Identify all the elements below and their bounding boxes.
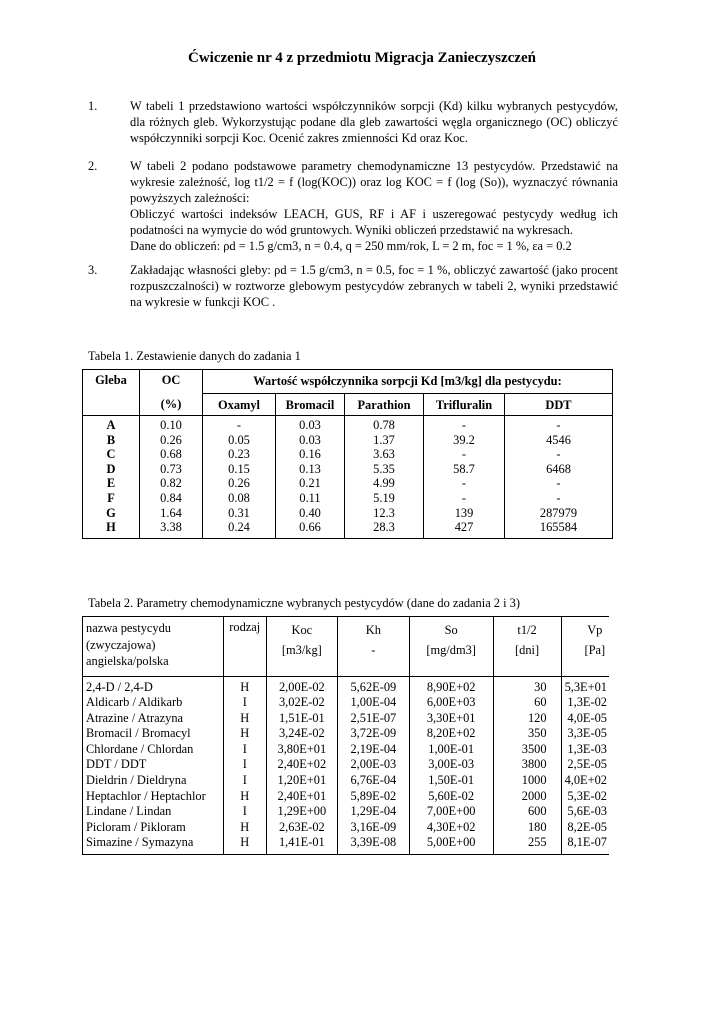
table1-body: [83, 416, 613, 539]
table-cell: 3,24E-02: [278, 726, 325, 741]
table-cell: 3,3E-05: [567, 726, 607, 741]
table-cell: 2,4-D / 2,4-D: [86, 679, 153, 694]
table-cell: 7,00E+00: [426, 804, 476, 819]
header-name-line: angielska/polska: [86, 654, 169, 668]
table-cell: 6,00E+03: [426, 695, 476, 710]
col-koc: [266, 676, 337, 855]
table-cell: 2,19E-04: [350, 741, 397, 756]
table-cell: 6468: [546, 461, 571, 476]
table-cell: 350: [527, 726, 547, 741]
table-cell: -: [556, 447, 561, 462]
table-row: [83, 416, 613, 539]
table-cell: I: [242, 804, 247, 819]
table-cell: -: [556, 476, 561, 491]
table-cell: Simazine / Symazyna: [86, 835, 194, 850]
table-cell: 0.03: [299, 418, 321, 432]
table-cell: Aldicarb / Aldikarb: [86, 695, 183, 710]
table-cell: 5.35: [373, 461, 395, 476]
table-cell: -: [236, 418, 242, 432]
header-pesticide: Oxamyl: [203, 393, 276, 416]
table-cell: 600: [527, 804, 547, 819]
table-cell: 1.37: [373, 432, 395, 447]
task-number: 2.: [88, 159, 98, 173]
table-cell: H: [240, 788, 250, 803]
table-cell: Dieldrin / Dieldryna: [86, 773, 187, 788]
table-cell: 0.68: [160, 447, 182, 462]
table-cell: 8,1E-07: [567, 835, 607, 850]
header-koc: [266, 617, 337, 677]
table-cell: 3,30E+01: [426, 710, 476, 725]
task-text: W tabeli 2 podano podstawowe parametry chemodynamiczne 13 pestycydów. Przedstawić na wykresie zależność, log t1/2 = f (log(KOC)) oraz log KOC = f (log (So)), wyznaczyć równania powyższych zależności:: [130, 159, 618, 205]
table-cell: 180: [527, 819, 547, 834]
table-cell: 3,72E-09: [350, 726, 397, 741]
table-cell: 0.26: [228, 476, 250, 491]
table-cell: 8,90E+02: [426, 679, 476, 694]
header-pesticide: Bromacil: [276, 393, 345, 416]
header-pesticide: Trifluralin: [424, 393, 505, 416]
table-cell: I: [242, 773, 247, 788]
table-cell: 0.73: [160, 461, 182, 476]
table-cell: 0.24: [228, 520, 250, 535]
table-cell: H: [240, 819, 250, 834]
header-oc-unit: (%): [140, 393, 203, 416]
table-cell: 1,20E+01: [277, 773, 327, 788]
table-cell: I: [242, 695, 247, 710]
col-kh: [338, 676, 410, 855]
table-cell: 4,30E+02: [426, 819, 476, 834]
header-t: [493, 617, 561, 677]
table-cell: 4,0E+02: [564, 773, 607, 788]
table-cell: 2000: [521, 788, 547, 803]
col-trifluralin: [424, 416, 505, 539]
table-cell: -: [556, 418, 561, 432]
task-text: W tabeli 1 przedstawiono wartości współczynników sorpcji (Kd) kilku wybranych pestycydów, dla różnych gleb. Wykorzystując podane dla gleb zawartości węgla organicznego (OC) obliczyć współczynniki sorpcji Koc. Ocenić zakres zmienności Kd oraz Koc.: [130, 99, 618, 145]
table-cell: 4546: [546, 432, 571, 447]
table-cell: 5,6E-03: [567, 804, 607, 819]
table-cell: I: [242, 741, 247, 756]
table-cell: H: [240, 679, 250, 694]
table-2: [82, 616, 609, 855]
table-cell: 3,02E-02: [278, 695, 325, 710]
table-cell: 5,89E-02: [350, 788, 397, 803]
table-cell: 5,3E-02: [567, 788, 607, 803]
header-pesticide: DDT: [505, 393, 613, 416]
col-soils: [83, 416, 140, 539]
table-cell: Heptachlor / Heptachlor: [86, 788, 206, 803]
table-cell: 58.7: [453, 461, 475, 476]
table-cell: -: [461, 418, 467, 432]
table-cell: C: [106, 447, 116, 462]
table-cell: 0.11: [299, 490, 321, 505]
table-cell: 2,51E-07: [350, 710, 397, 725]
table-cell: 39.2: [453, 432, 475, 447]
table-cell: 1,3E-03: [567, 741, 607, 756]
col-parathion: [345, 416, 424, 539]
table-cell: 3,16E-09: [350, 819, 397, 834]
task-number: 3.: [88, 263, 98, 277]
page-title: Ćwiczenie nr 4 z przedmiotu Migracja Zanieczyszczeń: [188, 50, 536, 66]
header-name: [83, 617, 224, 677]
col-oc: [140, 416, 203, 539]
task-1: [88, 98, 618, 146]
table2-caption: Tabela 2. Parametry chemodynamiczne wybranych pestycydów (dane do zadania 2 i 3): [88, 596, 520, 610]
header-name-line: (zwyczajowa): [86, 637, 156, 652]
table-cell: 255: [527, 835, 547, 850]
table-cell: 427: [454, 520, 474, 535]
task-text-3: Dane do obliczeń: ρd = 1.5 g/cm3, n = 0.4, q = 250 mm/rok, L = 2 m, foc = 1 %, εa = 0.2: [130, 239, 572, 253]
header-type: rodzaj: [223, 617, 266, 677]
table-cell: 3,80E+01: [277, 741, 327, 756]
table-cell: 287979: [539, 505, 578, 520]
table-cell: 2,00E-03: [350, 757, 397, 772]
col-ddt: [505, 416, 613, 539]
table-cell: 1000: [521, 773, 547, 788]
header-kh-label: Kh: [365, 623, 381, 637]
col-bromacil: [276, 416, 345, 539]
table-cell: 3.38: [160, 520, 182, 535]
table-cell: H: [106, 520, 116, 535]
table-cell: 1,00E-01: [428, 741, 475, 756]
table-cell: -: [461, 476, 467, 491]
table-cell: 0.78: [373, 418, 395, 432]
header-kh: [338, 617, 410, 677]
table-cell: 0.84: [160, 490, 182, 505]
table-cell: 0.66: [299, 520, 321, 535]
table-cell: 0.13: [299, 461, 321, 476]
table-cell: 3500: [521, 741, 547, 756]
table-cell: 5,3E+01: [564, 679, 607, 694]
table-cell: 0.10: [160, 418, 182, 432]
table-cell: 2,63E-02: [278, 819, 325, 834]
table-cell: DDT / DDT: [86, 757, 147, 772]
table-cell: F: [107, 490, 115, 505]
table-cell: 28.3: [373, 520, 395, 535]
table1-caption: Tabela 1. Zestawienie danych do zadania 1: [88, 349, 301, 363]
table-cell: I: [242, 757, 247, 772]
table-cell: 2,5E-05: [567, 757, 607, 772]
header-koc-label: Koc: [291, 623, 313, 637]
table-cell: 60: [534, 695, 547, 710]
table-cell: Lindane / Lindan: [86, 804, 172, 819]
table-cell: -: [461, 490, 467, 505]
header-name-line: nazwa pestycydu: [86, 621, 171, 635]
header-t-unit: [dni]: [515, 643, 540, 657]
table-cell: 3,39E-08: [350, 835, 397, 850]
table-cell: 0.16: [299, 447, 321, 462]
table-cell: 5.19: [373, 490, 395, 505]
header-vp-unit: [Pa]: [584, 643, 606, 657]
table-cell: 165584: [539, 520, 578, 535]
col-oxamyl: [203, 416, 276, 539]
table-cell: 3,00E-03: [428, 757, 475, 772]
table-cell: 1,41E-01: [278, 835, 325, 850]
table-cell: 0.05: [228, 432, 250, 447]
col-vp: [561, 676, 609, 855]
header-gleba: Gleba: [83, 370, 140, 416]
header-pesticide: Parathion: [345, 393, 424, 416]
task-text-2: Obliczyć wartości indeksów LEACH, GUS, RF i AF i uszeregować pestycydy według ich podatności na wymycie do wód gruntowych. Wyniki obliczeń przedstawić na wykresach.: [130, 207, 618, 237]
table-cell: D: [106, 461, 116, 476]
table-cell: 1,29E-04: [350, 804, 397, 819]
table-cell: 8,20E+02: [426, 726, 476, 741]
header-so-label: So: [444, 623, 458, 637]
table-cell: 4,0E-05: [567, 710, 607, 725]
task-number: 1.: [88, 99, 98, 113]
table-cell: 1,00E-04: [350, 695, 397, 710]
header-kd: Wartość współczynnika sorpcji Kd [m3/kg] dla pestycydu:: [203, 370, 613, 394]
table-cell: -: [461, 447, 467, 462]
table-cell: G: [106, 505, 116, 520]
table-cell: 1.64: [160, 505, 182, 520]
table-cell: 0.21: [299, 476, 321, 491]
header-vp-label: Vp: [587, 623, 603, 637]
table-cell: 3800: [521, 757, 547, 772]
table-cell: 1,51E-01: [278, 710, 325, 725]
header-t-label: t1/2: [517, 623, 537, 637]
table-cell: 5,00E+00: [426, 835, 476, 850]
table-cell: 0.26: [160, 432, 182, 447]
task-3: [88, 262, 618, 310]
col-types: [223, 676, 266, 855]
table-cell: E: [106, 476, 116, 491]
table-cell: 0.31: [228, 505, 250, 520]
header-kh-unit: -: [371, 643, 376, 657]
table-cell: 0.23: [228, 447, 250, 462]
table2-body: [83, 676, 610, 855]
header-vp: [561, 617, 609, 677]
table-cell: 0.82: [160, 476, 182, 491]
table-cell: A: [106, 418, 116, 432]
table-1: [82, 369, 613, 539]
table-cell: 5,60E-02: [428, 788, 475, 803]
col-t: [493, 676, 561, 855]
table-cell: Bromacil / Bromacyl: [86, 726, 191, 741]
task-2: [88, 158, 618, 254]
table-cell: 2,40E+01: [277, 788, 327, 803]
table-cell: H: [240, 710, 250, 725]
table-cell: Picloram / Pikloram: [86, 819, 186, 834]
table-cell: 1,29E+00: [277, 804, 327, 819]
table-cell: 0.40: [299, 505, 321, 520]
header-koc-unit: [m3/kg]: [281, 643, 322, 657]
table-cell: B: [106, 432, 116, 447]
col-so: [409, 676, 493, 855]
table-cell: 2,40E+02: [277, 757, 327, 772]
table-cell: H: [240, 835, 250, 850]
table-cell: H: [240, 726, 250, 741]
table-row: [83, 676, 610, 855]
table-cell: 1,50E-01: [428, 773, 475, 788]
header-so: [409, 617, 493, 677]
table-cell: 12.3: [373, 505, 395, 520]
table-cell: 5,62E-09: [350, 679, 397, 694]
table-cell: -: [556, 490, 561, 505]
table-cell: 2,00E-02: [278, 679, 325, 694]
table-cell: 3.63: [373, 447, 395, 462]
table-cell: Atrazine / Atrazyna: [86, 710, 184, 725]
table-cell: 139: [454, 505, 474, 520]
table-cell: 0.15: [228, 461, 250, 476]
table-cell: Chlordane / Chlordan: [86, 741, 194, 756]
table-cell: 120: [527, 710, 547, 725]
table-cell: 4.99: [373, 476, 395, 491]
table-cell: 0.08: [228, 490, 250, 505]
header-oc: OC: [140, 370, 203, 394]
table-cell: 8,2E-05: [567, 819, 607, 834]
table-cell: 6,76E-04: [350, 773, 397, 788]
table-cell: 30: [534, 679, 547, 694]
table-cell: 0.03: [299, 432, 321, 447]
task-text: Zakładając własności gleby: ρd = 1.5 g/cm3, n = 0.5, foc = 1 %, obliczyć zawartość (jako procent rozpuszczalności) w roztworze glebowym pestycydów zebranych w tabeli 2, wyniki przedstawić na wykresie w funkcji KOC .: [130, 263, 618, 309]
table-cell: 1,3E-02: [567, 695, 607, 710]
header-so-unit: [mg/dm3]: [426, 643, 476, 657]
col-names: [83, 676, 224, 855]
